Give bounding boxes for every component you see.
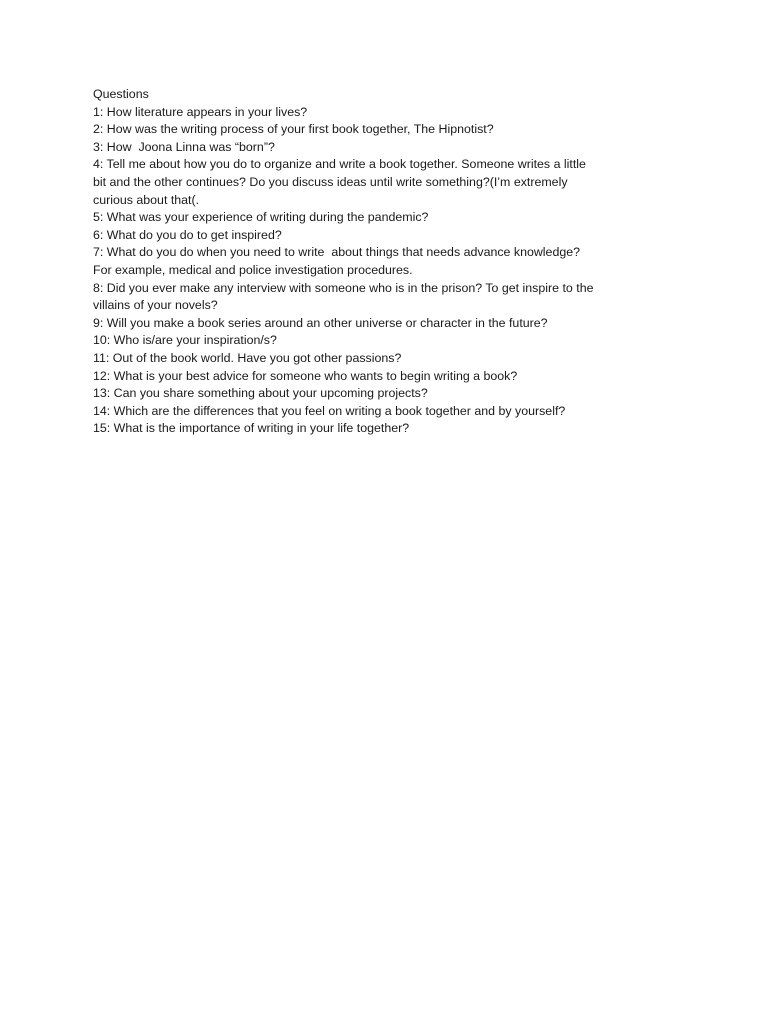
question-14: 14: Which are the differences that you feel on writing a book together and by yourself? — [93, 403, 566, 418]
question-4-line-2: bit and the other continues? Do you discuss ideas until write something?(I’m extremely — [93, 174, 568, 189]
question-8-line-2: villains of your novels? — [93, 298, 218, 313]
question-11: 11: Out of the book world. Have you got other passions? — [93, 350, 402, 365]
question-4-line-3: curious about that(. — [93, 192, 200, 207]
question-6: 6: What do you do to get inspired? — [93, 227, 282, 242]
question-2: 2: How was the writing process of your first book together, The Hipnotist? — [93, 122, 494, 137]
question-4-line-1: 4: Tell me about how you do to organize and write a book together. Someone writes a little — [93, 157, 586, 172]
question-3: 3: How Joona Linna was “born”? — [93, 139, 275, 154]
question-10: 10: Who is/are your inspiration/s? — [93, 333, 277, 348]
question-13: 13: Can you share something about your upcoming projects? — [93, 386, 428, 401]
questions-text-block — [93, 86, 683, 438]
question-8-line-1: 8: Did you ever make any interview with someone who is in the prison? To get inspire to the — [93, 280, 594, 295]
question-12: 12: What is your best advice for someone who wants to begin writing a book? — [93, 368, 518, 383]
question-1: 1: How literature appears in your lives? — [93, 104, 308, 119]
question-9: 9: Will you make a book series around an other universe or character in the future? — [93, 315, 548, 330]
question-7-line-2: For example, medical and police investigation procedures. — [93, 262, 413, 277]
question-15: 15: What is the importance of writing in your life together? — [93, 421, 410, 436]
question-5: 5: What was your experience of writing during the pandemic? — [93, 210, 429, 225]
question-7-line-1: 7: What do you do when you need to write about things that needs advance knowledge? — [93, 245, 581, 260]
document-heading: Questions — [93, 87, 149, 101]
